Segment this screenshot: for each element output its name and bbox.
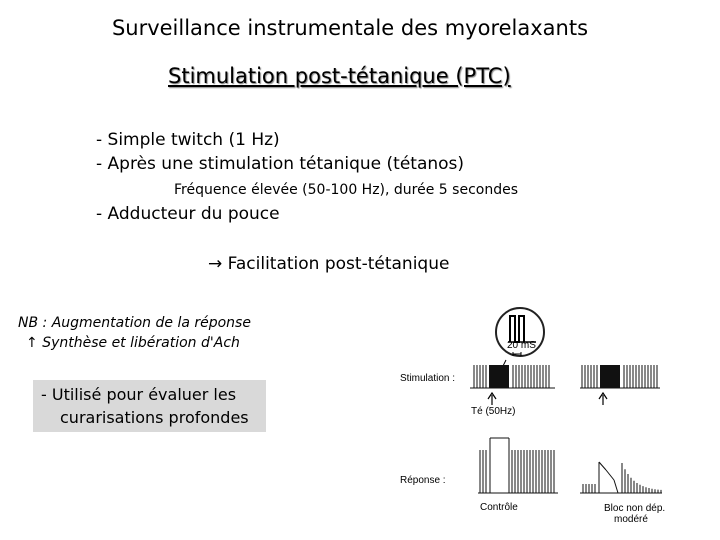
response-trace-block	[580, 462, 662, 493]
response-trace-control	[478, 438, 558, 493]
label-reponse: Réponse :	[400, 475, 446, 486]
stimulation-trace-control	[470, 365, 555, 388]
bullet-tetanic-stimulation: - Après une stimulation tétanique (tétanos)	[96, 154, 465, 174]
stimulation-trace-block	[580, 365, 660, 388]
label-bloc-1: Bloc non dép.	[604, 503, 666, 514]
fade-curve	[599, 462, 606, 470]
tetanus-arrow-left	[488, 393, 496, 405]
fade-curve	[606, 470, 614, 480]
fade-curve	[614, 480, 618, 493]
tetanus-block	[489, 365, 509, 388]
tetanus-block	[600, 365, 620, 388]
slide-subtitle: Stimulation post-tétanique (PTC)	[168, 64, 511, 88]
label-20ms: 20 mS	[507, 340, 536, 351]
zoom-circle	[496, 308, 544, 366]
bullet-adductor-pollicis: - Adducteur du pouce	[96, 204, 280, 224]
label-bloc-2: modéré	[614, 514, 648, 525]
nb-line-1: NB : Augmentation de la réponse	[18, 315, 251, 331]
label-te: Té (50Hz)	[471, 406, 516, 417]
box-line-1: - Utilisé pour évaluer les	[41, 385, 237, 404]
label-controle: Contrôle	[480, 502, 518, 513]
tetanus-arrow-right	[599, 393, 607, 405]
arrow-right-icon: →	[208, 254, 223, 274]
box-line-2: curarisations profondes	[60, 408, 249, 427]
slide-title: Surveillance instrumentale des myorelaxants	[111, 16, 589, 40]
bullet-frequency-detail: Fréquence élevée (50-100 Hz), durée 5 secondes	[174, 182, 518, 198]
nb-line-2-text: Synthèse et libération d'Ach	[42, 335, 240, 351]
arrow-up-icon: ↑	[26, 335, 38, 351]
facilitation-text: Facilitation post-tétanique	[227, 254, 450, 274]
label-stimulation: Stimulation :	[400, 373, 456, 384]
bullet-simple-twitch: - Simple twitch (1 Hz)	[96, 130, 280, 150]
